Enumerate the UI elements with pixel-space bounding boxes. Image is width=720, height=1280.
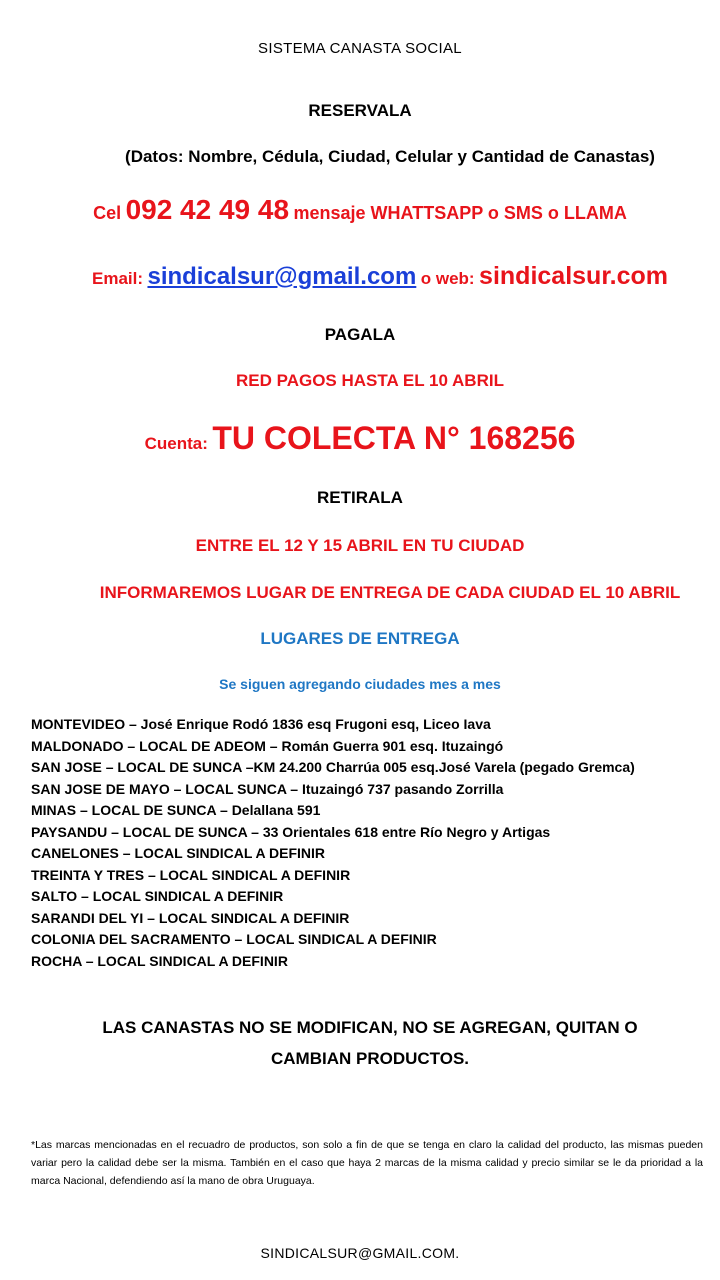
pickup-info: INFORMAREMOS LUGAR DE ENTREGA DE CADA CIUDAD EL 10 ABRIL bbox=[99, 583, 681, 602]
account-line bbox=[0, 420, 720, 457]
list-item: TREINTA Y TRES – LOCAL SINDICAL A DEFINIR bbox=[31, 866, 351, 883]
footer-email: SINDICALSUR@GMAIL.COM. bbox=[260, 1245, 460, 1261]
list-item: SARANDI DEL YI – LOCAL SINDICAL A DEFINIR bbox=[31, 909, 350, 926]
list-item: SALTO – LOCAL SINDICAL A DEFINIR bbox=[31, 888, 284, 904]
reserve-details: (Datos: Nombre, Cédula, Ciudad, Celular y Cantidad de Canastas) bbox=[125, 147, 655, 166]
account-label: Cuenta: bbox=[144, 434, 208, 453]
no-modification-warning: LAS CANASTAS NO SE MODIFICAN, NO SE AGREGAN, QUITAN O CAMBIAN PRODUCTOS. bbox=[102, 1018, 638, 1068]
email-link[interactable]: sindicalsur@gmail.com bbox=[147, 263, 417, 290]
brands-footnote: *Las marcas mencionadas en el recuadro de productos, son solo a fin de que se tenga en claro la calidad del producto, las mismas pueden variar pero la calidad debe ser la misma. También en el caso que haya 2 marcas de la misma calidad y precio similar se le da prioridad a la marca Nacional, defendiendo así la mano de obra Uruguaya. bbox=[31, 1139, 703, 1187]
pickup-dates: ENTRE EL 12 Y 15 ABRIL EN TU CIUDAD bbox=[195, 536, 525, 555]
web-label: o web: bbox=[420, 269, 475, 288]
list-item: PAYSANDU – LOCAL DE SUNCA – 33 Orientales 618 entre Río Negro y Artigas bbox=[31, 823, 551, 840]
places-list bbox=[31, 714, 711, 972]
pay-heading: PAGALA bbox=[324, 325, 396, 344]
email-label: Email: bbox=[91, 269, 144, 288]
list-item: COLONIA DEL SACRAMENTO – LOCAL SINDICAL A DEFINIR bbox=[31, 931, 437, 947]
reserve-heading: RESERVALA bbox=[308, 101, 412, 120]
cel-label: Cel bbox=[93, 203, 122, 223]
red-pagos-deadline: RED PAGOS HASTA EL 10 ABRIL bbox=[236, 371, 504, 390]
places-note: Se siguen agregando ciudades mes a mes bbox=[219, 676, 501, 692]
list-item: CANELONES – LOCAL SINDICAL A DEFINIR bbox=[31, 845, 326, 861]
contact-line bbox=[40, 262, 720, 291]
web-address[interactable]: sindicalsur.com bbox=[479, 262, 669, 290]
list-item: MALDONADO – LOCAL DE ADEOM – Román Guerra 901 esq. Ituzaingó bbox=[31, 737, 504, 754]
document-title: SISTEMA CANASTA SOCIAL bbox=[258, 40, 462, 57]
list-item: MONTEVIDEO – José Enrique Rodó 1836 esq Frugoni esq, Liceo Iava bbox=[31, 716, 491, 732]
list-item: ROCHA – LOCAL SINDICAL A DEFINIR bbox=[31, 952, 288, 969]
cel-suffix: mensaje WHATTSAPP o SMS o LLAMA bbox=[293, 203, 627, 223]
places-heading: LUGARES DE ENTREGA bbox=[260, 629, 460, 648]
list-item: SAN JOSE DE MAYO – LOCAL SUNCA – Ituzaingó 737 pasando Zorrilla bbox=[31, 780, 504, 797]
list-item: SAN JOSE – LOCAL DE SUNCA –KM 24.200 Charrúa 005 esq.José Varela (pegado Gremca) bbox=[31, 759, 635, 775]
pickup-heading: RETIRALA bbox=[317, 488, 403, 507]
list-item: MINAS – LOCAL DE SUNCA – Delallana 591 bbox=[31, 802, 321, 818]
cel-number[interactable]: 092 42 49 48 bbox=[125, 194, 290, 225]
account-value: TU COLECTA N° 168256 bbox=[212, 420, 576, 456]
phone-line bbox=[0, 194, 720, 226]
